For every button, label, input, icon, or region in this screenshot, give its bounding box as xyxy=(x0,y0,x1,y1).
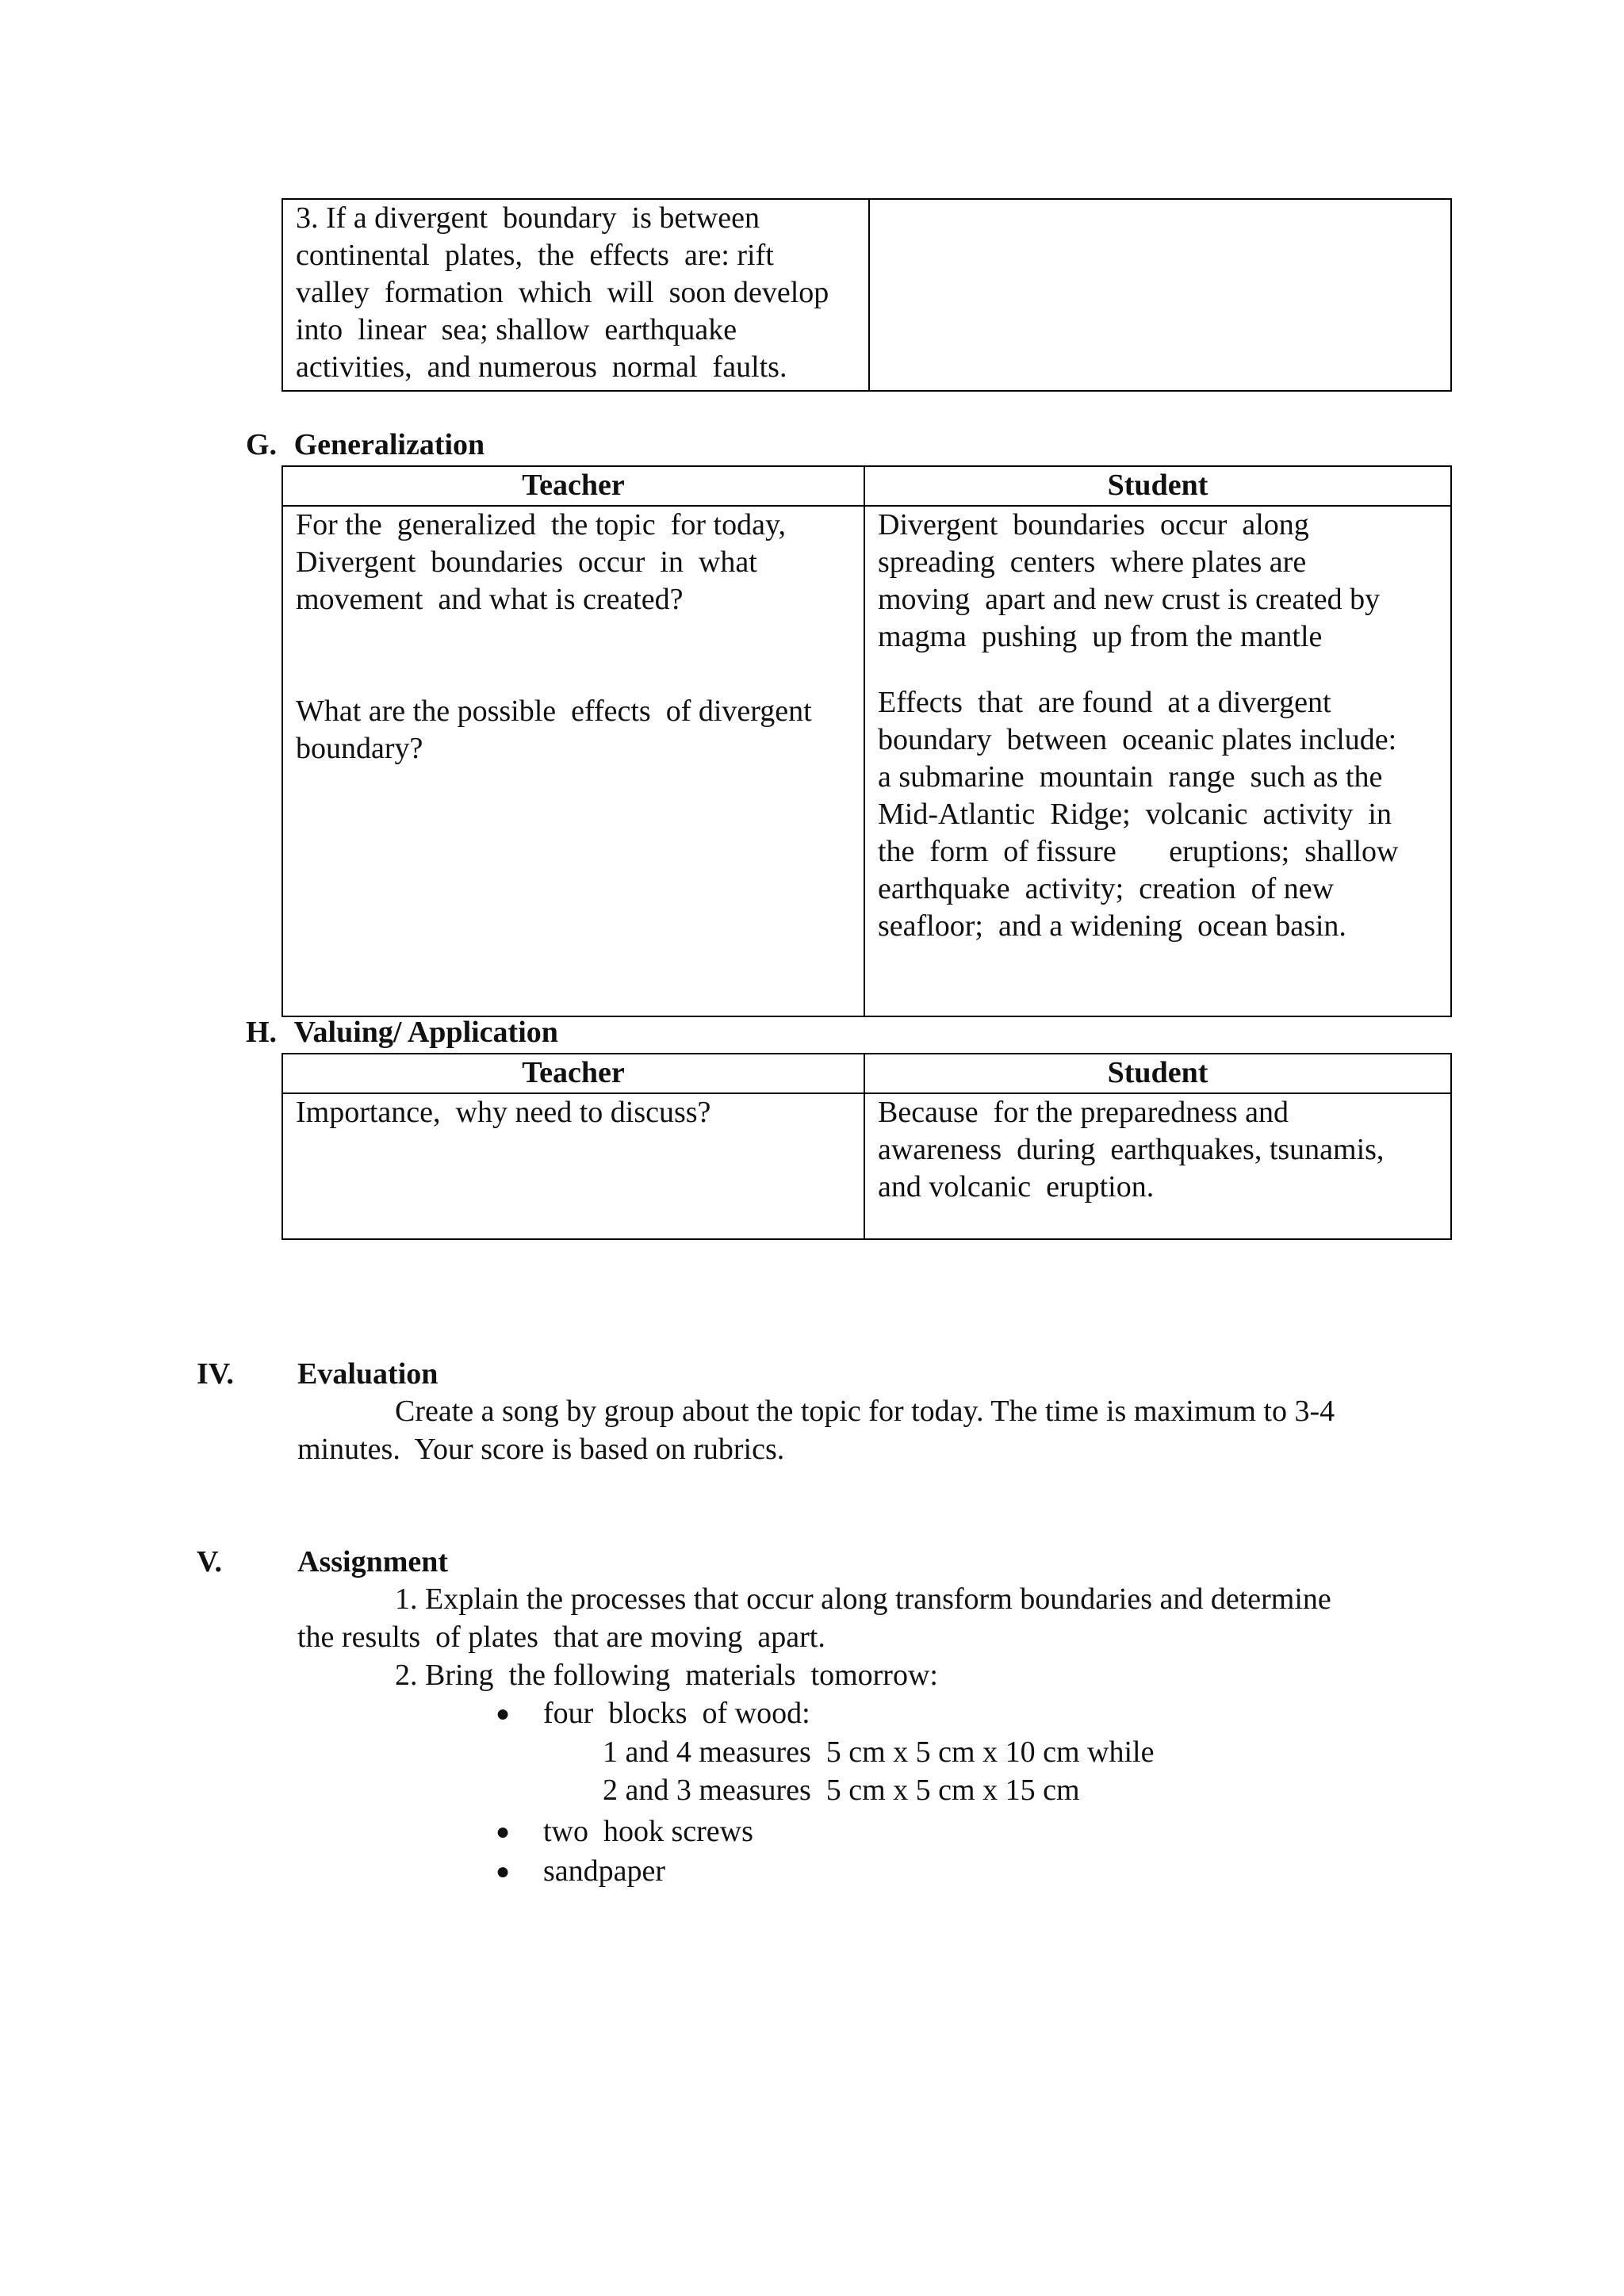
valuing-table xyxy=(282,1053,1452,1240)
generalization-teacher-header: Teacher xyxy=(282,466,864,506)
valuing-student-header: Student xyxy=(864,1054,1451,1093)
section-v-title: Assignment xyxy=(297,1545,449,1578)
bullet-icon: ● xyxy=(496,1819,511,1845)
section-g-letter: G. xyxy=(246,428,278,461)
section-iv-title: Evaluation xyxy=(297,1357,439,1391)
generalization-student-cell xyxy=(864,506,1451,1016)
section-g-heading xyxy=(246,427,485,464)
wood-sub-line-1: 1 and 4 measures 5 cm x 5 cm x 10 cm while xyxy=(603,1735,1155,1769)
section-h-letter: H. xyxy=(246,1016,278,1049)
generalization-student-a2: Effects that are found at a divergent boundary between oceanic plates include: a submarine mountain range such as the Mid-Atlantic Ridge; volcanic activity in the form of fissure eruptions; shallow earthquake activity; creation of new seafloor; and a widening ocean basin. xyxy=(878,686,1399,943)
top-table-left-text: 3. If a divergent boundary is between continental plates, the effects are: rift valley formation which will soon develop into linear sea; shallow earthquake activities, and numerous normal faults. xyxy=(296,201,829,384)
assignment-item-1-line1: 1. Explain the processes that occur along transform boundaries and determine xyxy=(395,1582,1331,1616)
bullet-icon: ● xyxy=(496,1858,511,1885)
generalization-teacher-q2: What are the possible effects of divergent boundary? xyxy=(296,695,812,765)
valuing-teacher-header: Teacher xyxy=(282,1054,864,1093)
materials-bullet-wood-text: four blocks of wood: xyxy=(543,1697,810,1730)
bullet-icon: ● xyxy=(496,1701,511,1727)
valuing-student-text: Because for the preparedness and awareness during earthquakes, tsunamis, and volcanic eruption. xyxy=(878,1096,1385,1203)
generalization-table xyxy=(282,465,1452,1017)
top-continuation-table xyxy=(282,198,1452,392)
materials-bullet-screws xyxy=(496,1813,753,1850)
materials-bullet-screws-text: two hook screws xyxy=(543,1815,753,1848)
section-iv-numeral: IV. xyxy=(197,1357,234,1391)
section-h-title: Valuing/ Application xyxy=(293,1016,558,1049)
valuing-teacher-cell xyxy=(282,1093,864,1239)
generalization-teacher-cell xyxy=(282,506,864,1016)
section-g-title: Generalization xyxy=(293,428,485,461)
top-table-right-cell xyxy=(869,199,1451,391)
top-table-left-cell xyxy=(282,199,869,391)
valuing-teacher-text: Importance, why need to discuss? xyxy=(296,1096,711,1129)
section-iv-body-line1: Create a song by group about the topic for today. The time is maximum to 3-4 xyxy=(395,1395,1335,1428)
generalization-student-header: Student xyxy=(864,466,1451,506)
section-iv-body-line2: minutes. Your score is based on rubrics. xyxy=(297,1433,785,1466)
generalization-teacher-q1: For the generalized the topic for today, Divergent boundaries occur in what movement and what is created? xyxy=(296,508,786,616)
materials-bullet-wood xyxy=(496,1695,810,1732)
materials-bullet-sandpaper xyxy=(496,1853,665,1890)
wood-sub-line-2: 2 and 3 measures 5 cm x 5 cm x 15 cm xyxy=(603,1774,1080,1807)
assignment-item-2: 2. Bring the following materials tomorrow: xyxy=(395,1659,938,1692)
generalization-student-a1: Divergent boundaries occur along spreading centers where plates are moving apart and new crust is created by magma pushing up from the mantle xyxy=(878,508,1381,653)
assignment-item-1-line2: the results of plates that are moving apart. xyxy=(297,1621,825,1654)
section-h-heading xyxy=(246,1014,558,1051)
valuing-student-cell xyxy=(864,1093,1451,1239)
section-v-numeral: V. xyxy=(197,1545,223,1578)
materials-bullet-sandpaper-text: sandpaper xyxy=(543,1854,666,1888)
